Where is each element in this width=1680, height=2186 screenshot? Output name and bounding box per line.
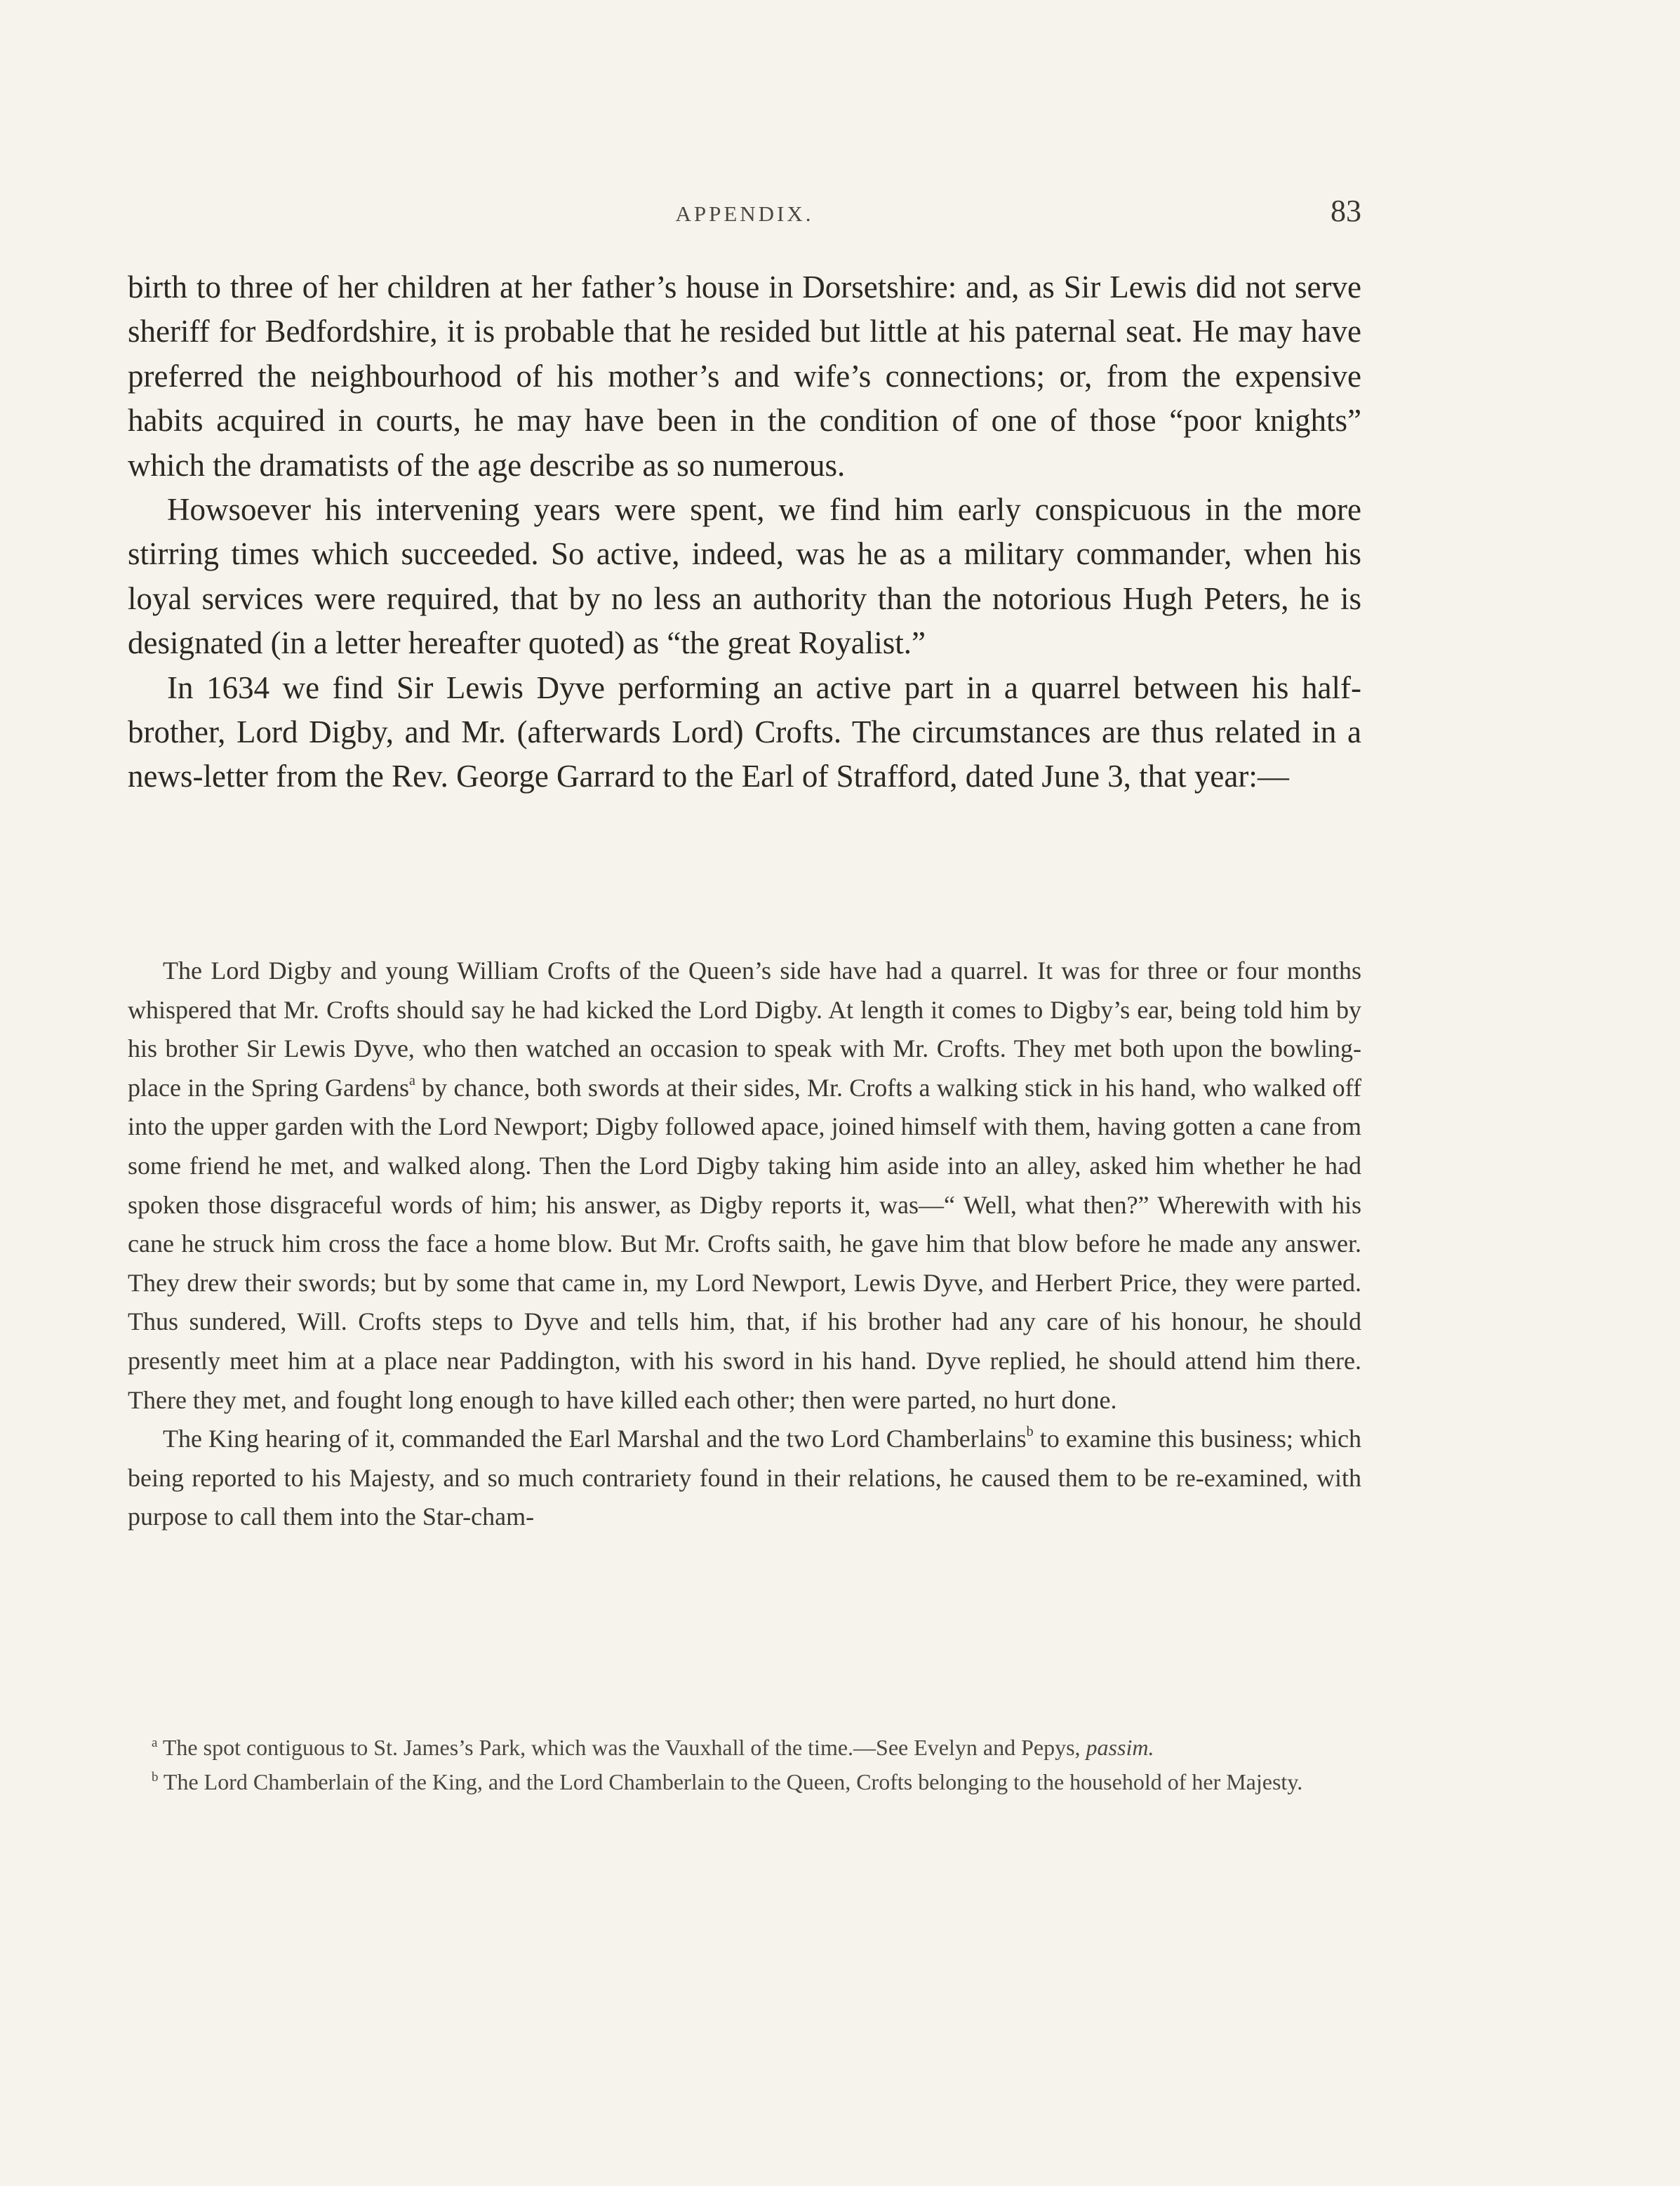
- page-number: 83: [1331, 194, 1361, 228]
- quote-paragraph-2: [128, 1420, 1361, 1537]
- quote-text: by chance, both swords at their sides, Mr. Crofts a walking stick in his hand, who walked off into the upper garden with the Lord Newport; Digby followed apace, joined himself with them, having gotten a cane from some friend he met, and walked along. Then the Lord Digby taking him aside into an alley, asked him whether he had spoken those disgraceful words of him; his answer, as Digby reports it, was—“ Well, what then?” Wherewith with his cane he struck him cross the face a home blow. But Mr. Crofts saith, he gave him that blow before he made any answer. They drew their swords; but by some that came in, my Lord Newport, Lewis Dyve, and Herbert Price, they were parted. Thus sundered, Will. Crofts steps to Dyve and tells him, that, if his brother had any care of his honour, he should presently meet him at a place near Paddington, with his sword in his hand. Dyve replied, he should attend him there. There they met, and fought long enough to have killed each other; then were parted, no hurt done.: [128, 1073, 1361, 1414]
- footnote-italic: passim.: [1086, 1735, 1154, 1760]
- footnote-mark-a: a: [152, 1735, 158, 1750]
- footnote-ref-b: b: [1026, 1424, 1034, 1440]
- quote-text: The King hearing of it, commanded the Earl Marshal and the two Lord Chamberlains: [163, 1425, 1027, 1453]
- footnotes: [128, 1731, 1361, 1799]
- running-title: APPENDIX.: [675, 201, 814, 226]
- body-paragraph-3: In 1634 we find Sir Lewis Dyve performing an active part in a quarrel between his half-brother, Lord Digby, and Mr. (afterwards Lord) Crofts. The circumstances are thus related in a news-letter from the Rev. George Garrard to the Earl of Strafford, dated June 3, that year:—: [128, 669, 1361, 794]
- footnote-text: The Lord Chamberlain of the King, and the Lord Chamberlain to the Queen, Crofts belonging to the household of her Majesty.: [158, 1769, 1303, 1794]
- body-paragraph-2: Howsoever his intervening years were spent, we find him early conspicuous in the more stirring times which succeeded. So active, indeed, was he as a military commander, when his loyal services were required, that by no less an authority than the notorious Hugh Peters, he is designated (in a letter hereafter quoted) as “the great Royalist.”: [128, 492, 1361, 661]
- body-text: [128, 265, 1361, 799]
- footnote-b: [128, 1765, 1361, 1799]
- footnote-a: [128, 1731, 1361, 1765]
- quote-paragraph-1: [128, 952, 1361, 1420]
- body-paragraph-1: birth to three of her children at her father’s house in Dorsetshire: and, as Sir Lewis did not serve sheriff for Bedfordshire, it is probable that he resided but little at his paternal seat. He may have preferred the neighbourhood of his mother’s and wife’s connections; or, from the expensive habits acquired in courts, he may have been in the condition of one of those “poor knights” which the dramatists of the age describe as so numerous.: [128, 269, 1361, 483]
- footnote-text: The spot contiguous to St. James’s Park, which was the Vauxhall of the time.—See Evelyn and Pepys,: [157, 1735, 1086, 1760]
- quoted-letter: [128, 952, 1361, 1537]
- quote-text: to examine this business; which being reported to his Majesty, and so much contrariety found in their relations, he caused them to be re-examined, with purpose to call them into the Star-cham-: [128, 1425, 1361, 1531]
- footnote-ref-a: a: [409, 1072, 415, 1088]
- running-head: [128, 193, 1361, 235]
- footnote-mark-b: b: [152, 1770, 159, 1785]
- quote-text: The Lord Digby and young William Crofts of the Queen’s side have had a quarrel. It was for three or four months whispered that Mr. Crofts should say he had kicked the Lord Digby. At length it comes to Digby’s ear, being told him by his brother Sir Lewis Dyve, who then watched an occasion to speak with Mr. Crofts. They met both upon the bowling-place in the Spring Gardens: [128, 957, 1361, 1102]
